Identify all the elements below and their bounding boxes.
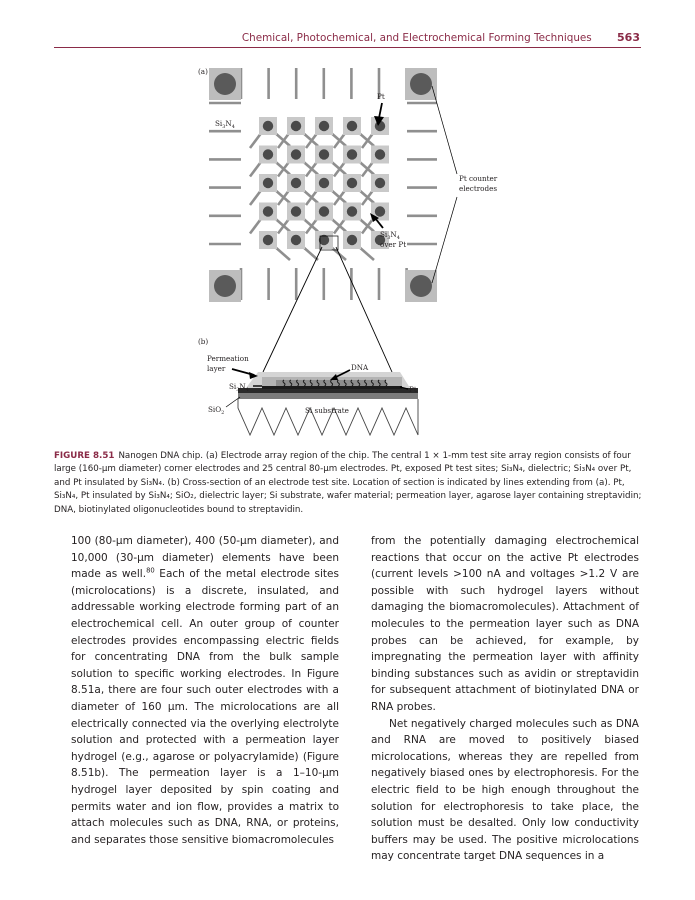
pt-electrode	[291, 178, 301, 188]
permeation-label-1: Permeation	[207, 354, 249, 363]
pt-electrode	[347, 235, 357, 245]
section-line-right	[336, 247, 392, 372]
body-column-right	[371, 533, 639, 865]
pt-electrode	[291, 235, 301, 245]
pt-counter-label-2: electrodes	[459, 184, 498, 193]
pt-electrode	[291, 206, 301, 216]
caption-text: Nanogen DNA chip. (a) Electrode array region of the chip. The central 1 × 1-mm test site array region consists of four large (160-μm diameter) corner electrodes and 25 central 80-μm electrodes. Pt, exposed Pt test sites; Si₃N₄, dielectric; Si₃N₄ over Pt, and Pt insulated by Si₃N₄. (b) Cross-section of an electrode test site. Location of section is indicated by lines extending from (a). Pt, Si₃N₄, Pt insulated by Si₃N₄; SiO₂, dielectric layer; Si substrate, wafer material; permeation layer, agarose layer containing streptavidin; DNA, biotinylated oligonucleotides bound to streptavidin.	[54, 451, 642, 515]
permeation-label-2: layer	[207, 364, 226, 373]
body-paragraph: 100 (80-μm diameter), 400 (50-μm diameter), and 10,000 (30-μm diameter) elements have been made as well.$^{80}$ Each of the metal electrode sites (microlocations) is a discrete, insulated, and addressable working electrode forming part of an electrochemical cell. An outer group of counter electrodes provides encompassing electric fields for concentrating DNA from the bulk sample solution to specific working electrodes. In Figure 8.51a, there are four such outer electrodes with a diameter of 160 μm. The microlocations are all electrically connected via the overlying electrolyte solution and protected with a permeation layer hydrogel (e.g., agarose or polyacrylamide) (Figure 8.51b). The permeation layer is a 1–10-μm hydrogel layer deposited by spin coating and permits water and ion flow, provides a matrix to attach molecules such as DNA, RNA, or proteins, and separates those sensitive biomacromolecules	[71, 535, 339, 846]
pt-electrode	[319, 235, 329, 245]
panel-a-label: (a)	[198, 67, 208, 76]
si3n4-over-pt-label-1: $Si_3N_4$	[380, 230, 400, 241]
panel-b-label: (b)	[198, 337, 209, 346]
pt-electrode	[291, 149, 301, 159]
pt-electrode	[319, 121, 329, 131]
pt-counter-label-1: Pt counter	[459, 174, 498, 183]
pt-label-b: Pt	[409, 385, 417, 394]
sio2-label: SiO$_2$	[208, 405, 225, 416]
figure-caption	[54, 450, 644, 517]
pt-electrode	[319, 149, 329, 159]
running-title: Chemical, Photochemical, and Electrochemical Forming Techniques	[241, 32, 592, 44]
figure-8-51	[0, 0, 695, 445]
si3n4-over-pt-label-2: over Pt	[380, 240, 407, 249]
pt-electrode	[347, 206, 357, 216]
body-paragraph: Net negatively charged molecules such as DNA and RNA are moved to positively biased microlocations, whereas they are repelled from negatively biased ones by electrophoresis. For the electric field to be high enough throughout the solution for electrophoresis to take place, the solution must be desalted. Only low conductivity buffers may be used. The positive microlocations may concentrate target DNA sequences in a	[371, 717, 639, 863]
pt-electrode	[319, 206, 329, 216]
si-substrate-outline	[238, 399, 418, 435]
reference-marker: 80	[146, 566, 155, 575]
pt-electrode	[263, 149, 273, 159]
pt-electrode	[347, 121, 357, 131]
pt-electrode	[263, 206, 273, 216]
si-substrate-label: Si substrate	[305, 406, 349, 415]
pt-electrode	[263, 121, 273, 131]
pt-label: Pt	[377, 92, 385, 101]
pt-electrode	[263, 235, 273, 245]
pt-electrode	[291, 121, 301, 131]
pt-electrode	[375, 149, 385, 159]
cross-section	[238, 372, 418, 435]
section-line-left	[263, 247, 322, 372]
pt-electrode	[263, 178, 273, 188]
page-number: 563	[617, 31, 640, 44]
pt-electrode	[347, 149, 357, 159]
pt-electrode	[375, 178, 385, 188]
pt-electrode	[347, 178, 357, 188]
pt-electrode	[375, 206, 385, 216]
body-column-left	[71, 533, 339, 848]
dna-label: DNA	[351, 363, 369, 372]
pt-electrode	[319, 178, 329, 188]
si3n4-label: $Si_3N_4$	[215, 119, 235, 130]
si3n4-label-b: $Si_3N_4$	[229, 382, 249, 393]
body-paragraph: from the potentially damaging electrochemical reactions that occur on the active Pt electrodes (current levels >100 nA and voltages >1.2 V are possible with such hydrogel layers without damaging the biomacromolecules). Attachment of molecules to the permeation layer such as DNA probes can be achieved, for example, by impregnating the permeation layer with affinity binding substances such as avidin or streptavidin for subsequent attachment of biotinylated DNA or RNA probes.	[371, 535, 639, 713]
figure-label: FIGURE 8.51	[54, 451, 115, 461]
